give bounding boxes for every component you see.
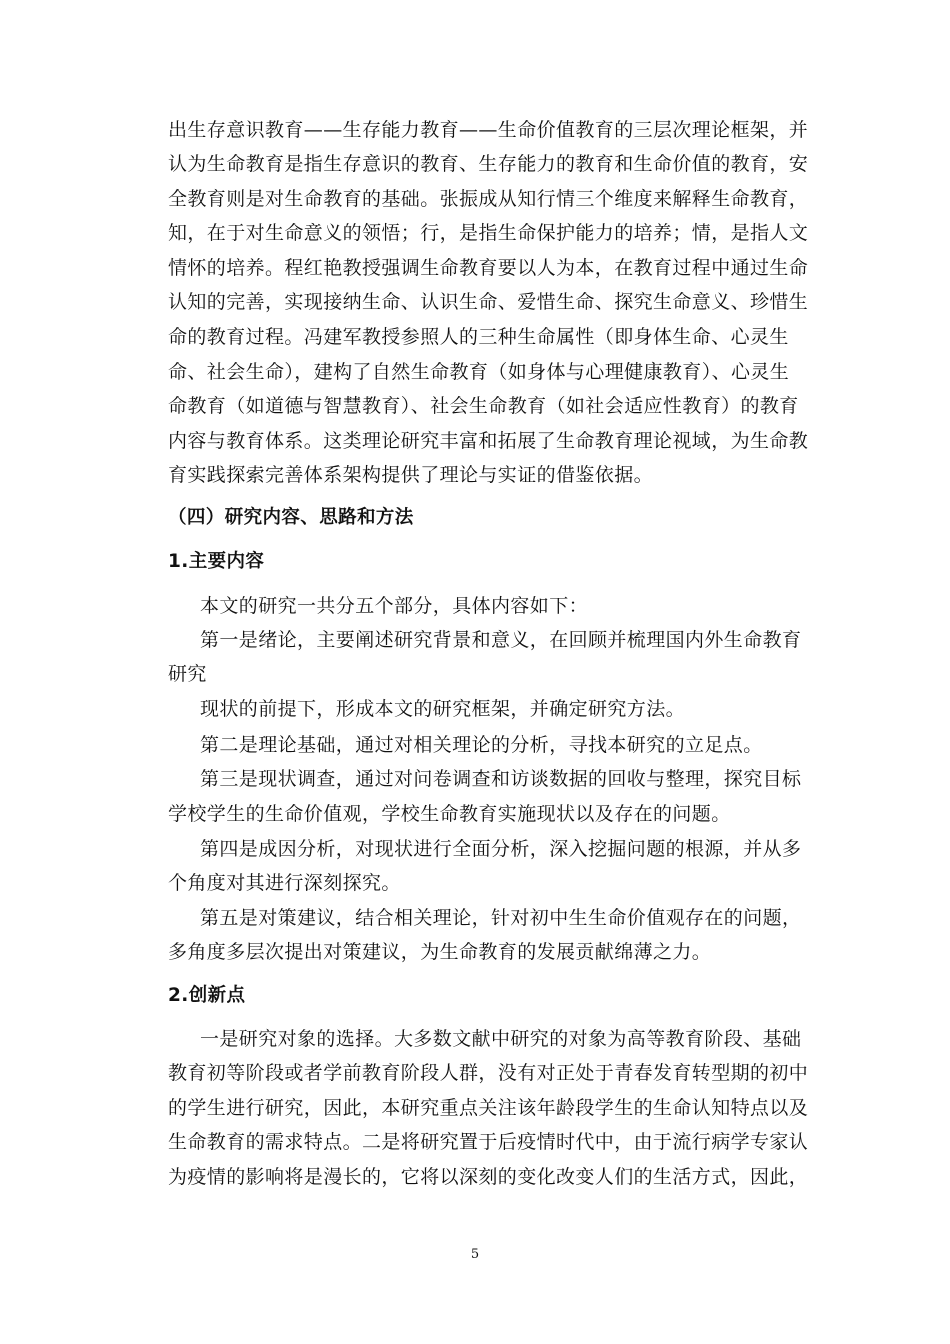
- subsection-heading-innovation: 2.创新点: [168, 985, 246, 1006]
- body-text-line: 认知的完善，实现接纳生命、认识生命、爱惜生命、探究生命意义、珍惜生: [168, 291, 809, 313]
- body-text-line: 生命教育的需求特点。二是将研究置于后疫情时代中，由于流行病学专家认: [168, 1131, 809, 1153]
- body-text-line: 全教育则是对生命教育的基础。张振成从知行情三个维度来解释生命教育，: [168, 188, 809, 210]
- body-text-line: 第一是绪论，主要阐述研究背景和意义，在回顾并梳理国内外生命教育: [200, 629, 802, 651]
- body-text-line: 内容与教育体系。这类理论研究丰富和拓展了生命教育理论视域，为生命教: [168, 430, 809, 452]
- subsection-heading-main-content: 1.主要内容: [168, 551, 265, 572]
- body-text-line: 个角度对其进行深刻探究。: [168, 872, 401, 894]
- body-text-line: 出生存意识教育——生存能力教育——生命价值教育的三层次理论框架，并: [168, 119, 809, 141]
- body-text-line: 多角度多层次提出对策建议，为生命教育的发展贡献绵薄之力。: [168, 941, 712, 963]
- body-text-line: 第四是成因分析，对现状进行全面分析，深入挖掘问题的根源，并从多: [200, 838, 802, 860]
- body-text-line: 为疫情的影响将是漫长的，它将以深刻的变化改变人们的生活方式，因此，: [168, 1166, 809, 1188]
- body-text-line: 现状的前提下，形成本文的研究框架，并确定研究方法。: [200, 698, 686, 720]
- body-text-line: 命教育（如道德与智慧教育）、社会生命教育（如社会适应性教育）的教育: [168, 395, 799, 417]
- body-text-line: 情怀的培养。程红艳教授强调生命教育要以人为本，在教育过程中通过生命: [168, 257, 809, 279]
- body-text-line: 第三是现状调查，通过对问卷调查和访谈数据的回收与整理，探究目标: [200, 768, 802, 790]
- body-text-line: 第二是理论基础，通过对相关理论的分析，寻找本研究的立足点。: [200, 734, 763, 756]
- body-text-line: 的学生进行研究，因此，本研究重点关注该年龄段学生的生命认知特点以及: [168, 1097, 809, 1119]
- page-number: 5: [470, 1247, 480, 1262]
- body-text-line: 育实践探索完善体系架构提供了理论与实证的借鉴依据。: [168, 464, 654, 486]
- body-text-line: 学校学生的生命价值观，学校生命教育实施现状以及存在的问题。: [168, 803, 731, 825]
- body-text-line: 第五是对策建议，结合相关理论，针对初中生生命价值观存在的问题，: [200, 907, 802, 929]
- body-text-line: 认为生命教育是指生存意识的教育、生存能力的教育和生命价值的教育，安: [168, 153, 809, 175]
- body-text-line: 研究: [168, 663, 207, 685]
- body-text-line: 命、社会生命），建构了自然生命教育（如身体与心理健康教育）、心灵生: [168, 361, 790, 383]
- section-heading: （四）研究内容、思路和方法: [168, 507, 414, 528]
- body-text-line: 一是研究对象的选择。大多数文献中研究的对象为高等教育阶段、基础: [200, 1028, 802, 1050]
- body-text-line: 命的教育过程。冯建军教授参照人的三种生命属性（即身体生命、心灵生: [168, 326, 789, 348]
- body-text-line: 知，在于对生命意义的领悟；行，是指生命保护能力的培养；情，是指人文: [168, 222, 809, 244]
- body-text-line: 本文的研究一共分五个部分，具体内容如下：: [200, 595, 589, 617]
- body-text-line: 教育初等阶段或者学前教育阶段人群，没有对正处于青春发育转型期的初中: [168, 1062, 809, 1084]
